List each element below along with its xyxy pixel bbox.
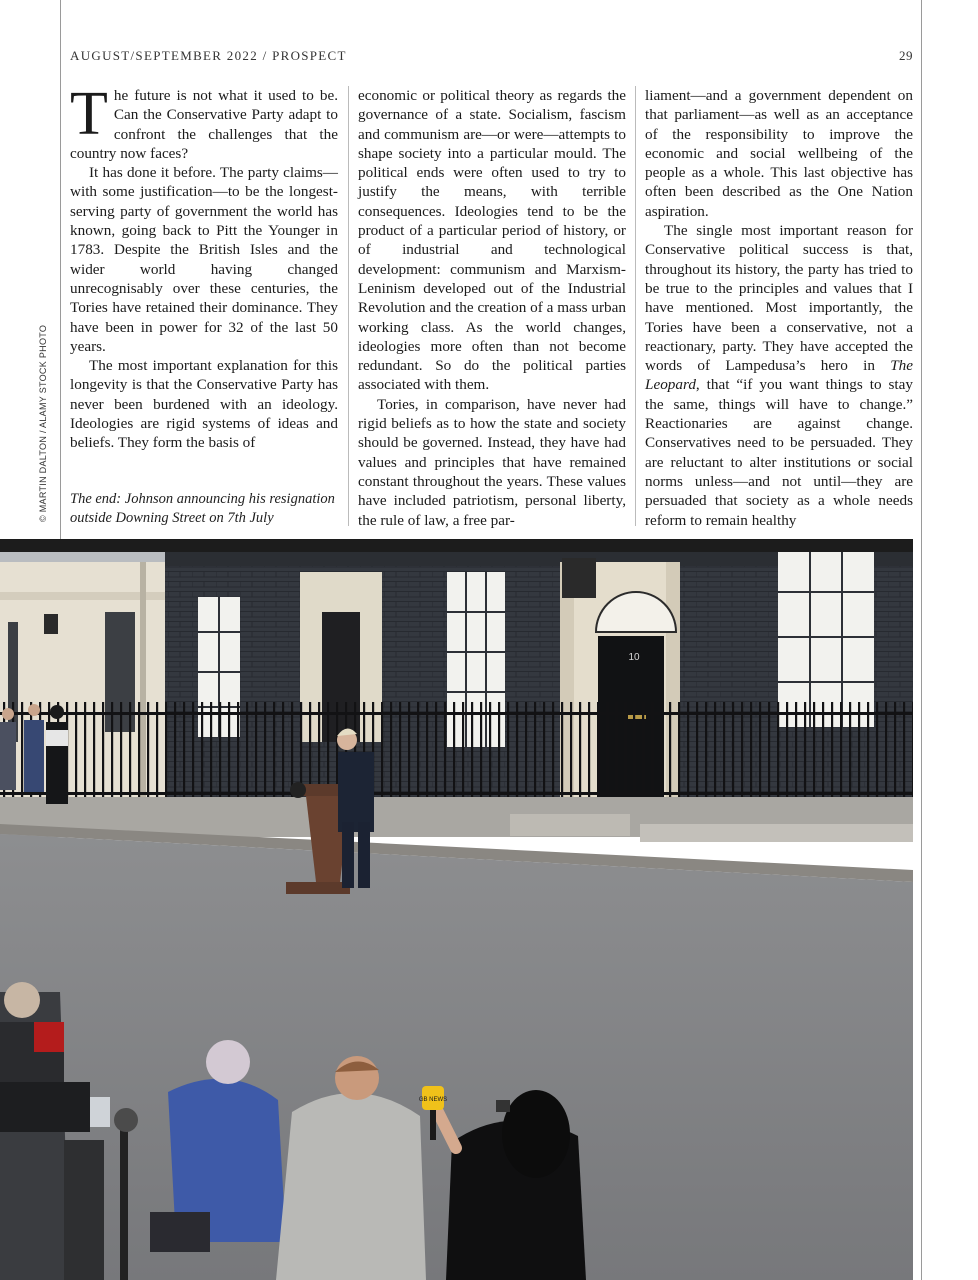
col3-paragraph-2 [645,221,913,530]
col2-paragraph-1: economic or political theory as regards the governance of a state. Socialism, fascism and communism are—or were—attempts to shape society into a particular mould. The political ends were often used to try to justify the means, with terrible consequences. Ideologies tend to be the product of a particular period of history, or of industrial and technological development: communism and Marxism-Leninism developed out of the Industrial Revolution and the creation of a mass urban working class. As the world changes, ideologies more often than not become redundant. So do the political parties associated with them. [358,87,626,394]
photo-credit-text: © MARTIN DALTON / ALAMY STOCK PHOTO [38,324,48,522]
publication-name: PROSPECT [272,48,347,63]
mic-flag-label: GB NEWS [418,1097,448,1103]
railings [0,702,913,812]
page-left-rule [60,0,61,540]
col2-paragraph-2: Tories, in comparison, have never had rigid beliefs as to how the state and society should be governed. Instead, they have had values and principles that have remained constant throughout the years. These values have included patriotism, personal liberty, the rule of law, a free par- [358,395,626,529]
column-divider-1 [348,86,349,526]
article-column-1 [70,80,338,453]
header-separator: / [262,48,268,63]
article-column-2 [358,86,626,530]
photo-top-bar [0,539,913,552]
running-header [70,48,913,66]
door-number: 10 [628,652,640,663]
header-left [70,48,347,64]
downing-street-photo [0,552,913,1280]
col3-p2-text-b: , that “if you want things to stay the same, things will have to change.” Reactionaries are against change. Conservatives need to be persuaded. They are reluctant to alter institutions or social norms unless—and not until—they are persuaded that society as a whole needs reform to remain healthy [645,376,913,529]
col1-paragraph-3: The most important explanation for this longevity is that the Conservative Party has never been burdened with an ideology. Ideologies are rigid systems of ideas and beliefs. They form the basis of [70,357,338,452]
col1-paragraph-2: It has done it before. The party claims—with some justification—to be the longest-serving party of government the world has known, going back to Pitt the Younger in 1783. Despite the British Isles and the wider world having changed unrecognisably over these centuries, the Tories have retained their dominance. They have been in power for 32 of the last 50 years. [70,164,338,355]
column-divider-2 [635,86,636,526]
article-column-3 [645,86,913,530]
book-title: The Leopard [645,357,913,394]
col1-paragraph-1 [70,80,338,163]
col3-paragraph-1: liament—and a government dependent on that parliament—as well as an acceptance of the responsibility to improve the economic and social wellbeing of the people as a whole. This last objective has often been described as the One Nation aspiration. [645,87,913,220]
issue-date: AUGUST/SEPTEMBER 2022 [70,48,259,63]
drop-cap: T [70,80,108,148]
col1-p1-text: he future is not what it used to be. Can the Conservative Party adapt to confront the challenges that the country now faces? [70,87,338,162]
page-number: 29 [899,48,913,63]
photo-credit [38,324,52,522]
col3-p2-text-a: The single most important reason for Conservative political success is that, throughout its history, the party has tried to be true to the principles and values that I have mentioned. Most importantly, the Tories have been a conservative, not a reactionary, party. They have accepted the words of Lampedusa’s hero in [645,222,913,375]
page-right-rule [921,0,922,1280]
photo-caption: The end: Johnson announcing his resignation outside Downing Street on 7th July [70,491,335,526]
